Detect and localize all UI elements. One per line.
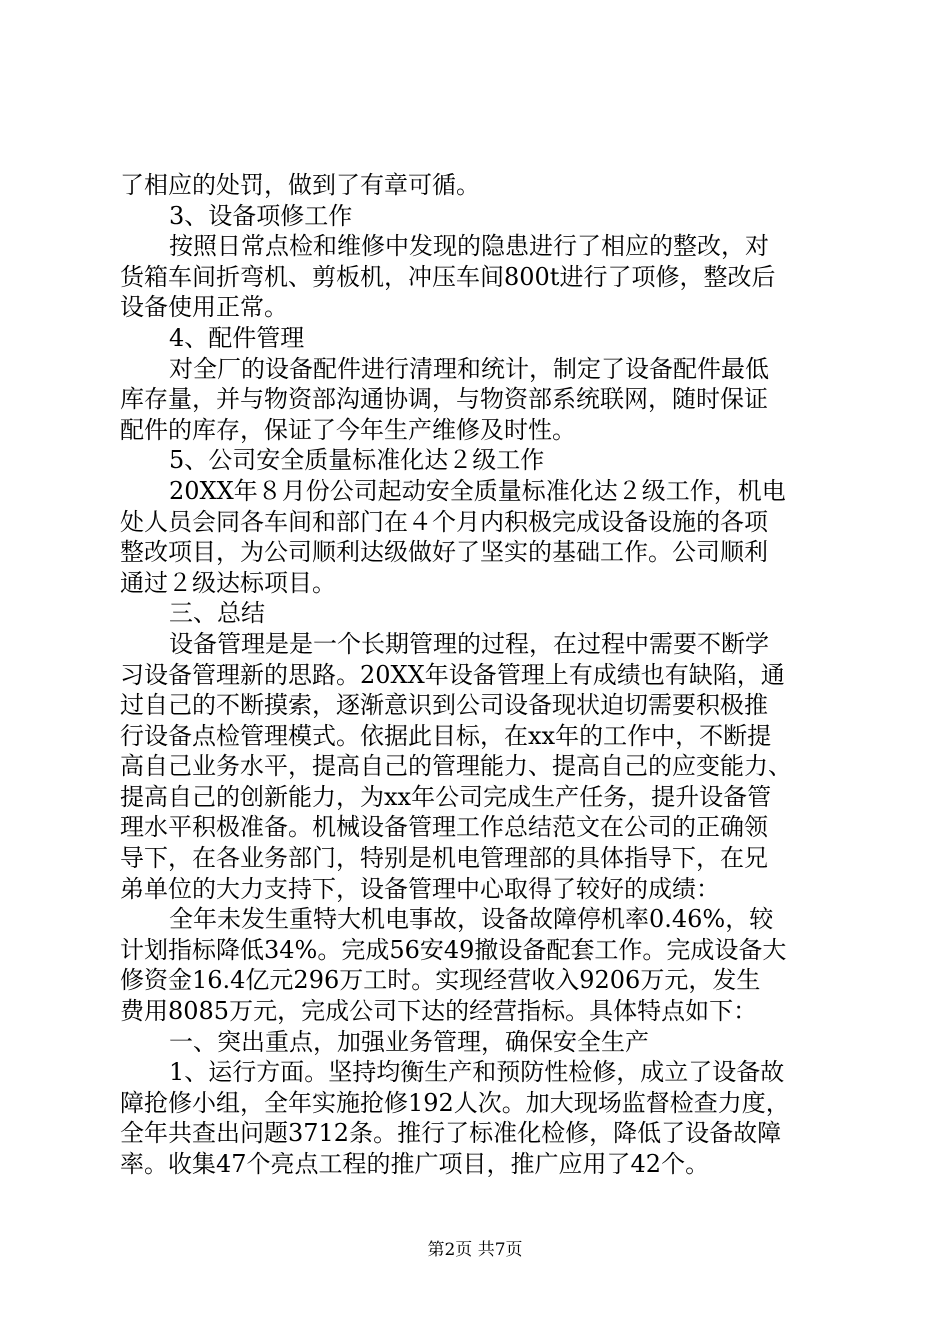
text-line: 1、运行方面。坚持均衡生产和预防性检修，成立了设备故: [169, 1058, 785, 1087]
text-line: 计划指标降低34%。完成56安49撤设备配套工作。完成设备大: [120, 935, 787, 964]
text-line: 对全厂的设备配件进行清理和统计，制定了设备配件最低: [169, 354, 769, 383]
section-heading: 3、设备项修工作: [169, 201, 353, 230]
text-line: 修资金16.4亿元296万工时。实现经营收入9206万元，发生: [120, 966, 761, 995]
text-line: 了相应的处罚，做到了有章可循。: [120, 171, 480, 199]
text-line: 设备管理是是一个长期管理的过程，在过程中需要不断学: [169, 629, 769, 658]
text-line: 习设备管理新的思路。20XX年设备管理上有成绩也有缺陷，通: [120, 660, 785, 689]
text-line: 设备使用正常。: [120, 293, 288, 322]
text-line: 率。收集47个亮点工程的推广项目，推广应用了42个。: [120, 1150, 710, 1178]
text-line: 20XX年８月份公司起动安全质量标准化达２级工作，机电: [169, 476, 786, 505]
text-line: 全年未发生重特大机电事故，设备故障停机率0.46%，较: [169, 905, 774, 934]
text-line: 行设备点检管理模式。依据此目标，在xx年的工作中，不断提: [120, 721, 772, 750]
text-line: 费用8085万元，完成公司下达的经营指标。具体特点如下：: [120, 997, 758, 1026]
text-line: 过自己的不断摸索，逐渐意识到公司设备现状迫切需要积极推: [120, 691, 768, 720]
text-line: 库存量，并与物资部沟通协调，与物资部系统联网，随时保证: [120, 385, 768, 414]
section-heading: 三、总结: [169, 599, 265, 628]
text-line: 通过２级达标项目。: [120, 568, 336, 597]
text-line: 处人员会同各车间和部门在４个月内积极完成设备设施的各项: [120, 507, 768, 536]
text-line: 整改项目，为公司顺利达级做好了坚实的基础工作。公司顺利: [120, 538, 768, 567]
text-line: 提高自己的创新能力，为xx年公司完成生产任务，提升设备管: [120, 782, 772, 811]
section-heading: 一、突出重点，加强业务管理，确保安全生产: [169, 1027, 649, 1056]
section-heading: 4、配件管理: [169, 323, 305, 352]
text-line: 障抢修小组，全年实施抢修192人次。加大现场监督检查力度，: [120, 1088, 790, 1117]
text-line: 货箱车间折弯机、剪板机，冲压车间800t进行了项修，整改后: [120, 262, 776, 291]
text-line: 全年共查出问题3712条。推行了标准化检修，降低了设备故障: [120, 1119, 782, 1148]
text-line: 理水平积极准备。机械设备管理工作总结范文在公司的正确领: [120, 813, 768, 842]
text-line: 按照日常点检和维修中发现的隐患进行了相应的整改，对: [169, 232, 769, 261]
text-line: 高自己业务水平，提高自己的管理能力、提高自己的应变能力、: [120, 752, 792, 781]
section-heading: 5、公司安全质量标准化达２级工作: [169, 446, 545, 475]
document-body: [120, 170, 840, 1180]
text-line: 导下，在各业务部门，特别是机电管理部的具体指导下，在兄: [120, 844, 768, 873]
text-line: 弟单位的大力支持下，设备管理中心取得了较好的成绩：: [120, 874, 720, 903]
text-line: 配件的库存，保证了今年生产维修及时性。: [120, 415, 576, 444]
page-number-footer: 第2页 共7页: [427, 1240, 523, 1260]
